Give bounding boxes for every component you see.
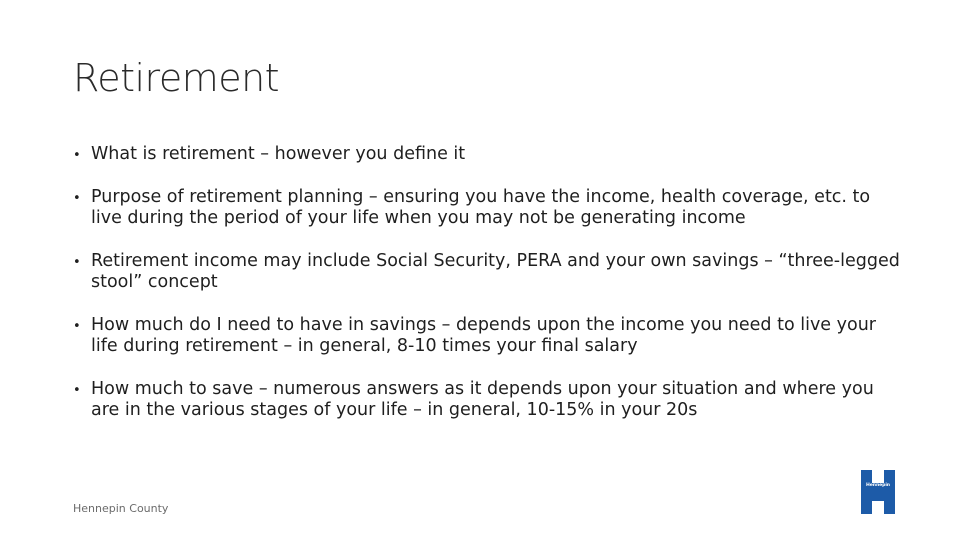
bullet-text: How much to save – numerous answers as it depends upon your situation and where you are in the various stages of your life – in general, 10-15% in your 20s: [91, 379, 874, 420]
bullet-item: [73, 315, 903, 357]
logo-h-icon: [861, 470, 895, 514]
bullet-list: [73, 144, 903, 421]
bullet-item: [73, 251, 903, 293]
bullet-item: [73, 144, 903, 165]
bullet-text: Retirement income may include Social Security, PERA and your own savings – “three-legged stool” concept: [91, 251, 900, 292]
bullet-text: How much do I need to have in savings – depends upon the income you need to live your life during retirement – in general, 8-10 times your final salary: [91, 315, 876, 356]
bullet-text: Purpose of retirement planning – ensuring you have the income, health coverage, etc. to live during the period of your life when you may not be generating income: [91, 187, 871, 228]
bullet-item: [73, 379, 903, 421]
slide-title: Retirement: [73, 56, 280, 100]
bullet-dot: •: [73, 148, 81, 163]
bullet-text: What is retirement – however you define it: [91, 144, 466, 164]
bullet-dot: •: [73, 255, 81, 270]
bullet-item: [73, 187, 903, 229]
hennepin-logo: [861, 470, 895, 514]
bullet-dot: •: [73, 191, 81, 206]
logo-wordmark: Hennepin: [866, 483, 890, 488]
bullet-dot: •: [73, 319, 81, 334]
bullet-dot: •: [73, 383, 81, 398]
footer-text: Hennepin County: [73, 502, 169, 515]
